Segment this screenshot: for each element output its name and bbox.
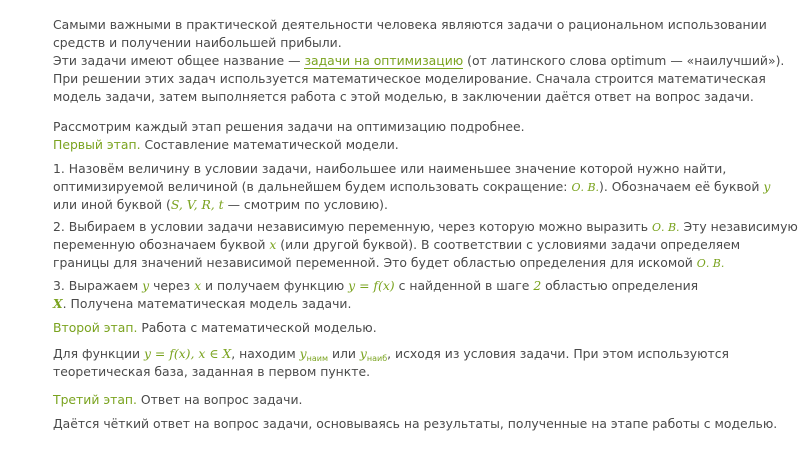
math-vars-list: S, V, R, t [170,197,224,212]
step2-line [53,254,768,272]
math-var-x: x [269,237,277,252]
stage2-line [53,319,768,337]
stage2-body-text: Для функции [53,346,144,361]
step2-text: Эту независимую [679,219,798,234]
math-function: y = f(x) [348,278,395,293]
consider-text: Рассмотрим каждый этап решения задачи на оптимизацию подробнее. [53,119,525,134]
stage3-line [53,391,768,409]
intro-line: При решении этих задач используется математическое моделирование. Сначала строится математическая [53,71,766,86]
stage2-body-line: теоретическая база, заданная в первом пункте. [53,364,371,379]
math-var-y: y [763,179,771,194]
stage2-paragraph [53,345,768,381]
step3-text: 3. Выражаем [53,278,143,293]
step3-text: с найденной в шаге [394,278,534,293]
step2-text: переменную обозначаем буквой [53,237,270,252]
stage1-heading [53,136,768,154]
math-set-x: X [53,296,63,311]
step1-text: — смотрим по условию). [223,197,388,212]
stage3-label: Третий этап. [53,392,137,407]
intro-text: (от латинского слова optimum — «наилучший»). [463,53,785,68]
intro-line: модель задачи, затем выполняется работа с этой моделью, в заключении даётся ответ на вопрос задачи. [53,89,754,104]
consider-paragraph [53,118,768,154]
final-paragraph [53,415,778,433]
stage1-label: Первый этап. [53,137,141,152]
step3-text: областью определения [541,278,699,293]
stage3-heading [53,391,768,409]
step2-line [53,218,798,236]
math-var-x: x [194,278,202,293]
math-var-y: y [142,278,150,293]
stage2-body-text: , находим [231,346,300,361]
stage2-text: Работа с математической моделью. [137,320,377,335]
step1-text: оптимизируемой величиной (в дальнейшем будем использовать сокращение: [53,179,572,194]
step1-line [53,178,771,196]
step3-line [53,295,768,313]
stage1-text: Составление математической модели. [140,137,399,152]
math-function-domain: y = f(x), x ∈ X [143,346,232,361]
optimization-term-link[interactable]: задачи на оптимизацию [304,53,464,68]
step2-paragraph [53,218,798,272]
step3-text: через [149,278,195,293]
math-number: 2 [533,278,542,293]
step1-line [53,196,768,214]
step2-text: (или другой буквой). В соответствии с условиями задачи определяем [276,237,741,252]
math-var-y: y [359,346,367,361]
intro-line: средств и получении наибольшей прибыли. [53,35,342,50]
step2-line [53,236,768,254]
step3-paragraph [53,277,768,313]
intro-line [53,52,785,70]
step2-text: 2. Выбираем в условии задачи независимую переменную, через которую можно выразить [53,219,652,234]
stage2-heading [53,319,768,337]
subscript-min: наим [306,354,328,363]
step1-text: ). Обозначаем её буквой [599,179,764,194]
stage3-text: Ответ на вопрос задачи. [136,392,303,407]
intro-line: Самыми важными в практической деятельности человека являются задачи о рациональном использовании [53,17,767,32]
math-y-max [360,346,387,361]
step3-text: и получаем функцию [201,278,349,293]
abbr-ov: О. В. [571,181,600,194]
step1-text: или иной буквой ( [53,197,171,212]
abbr-ov: О. В. [651,221,680,234]
abbr-ov: О. В. [696,257,725,270]
step1-line: 1. Назовём величину в условии задачи, наибольшее или наименьшее значение которой нужно найти, [53,161,727,176]
stage2-body-text: , исходя из условия задачи. При этом используются [387,346,730,361]
stage2-label: Второй этап. [53,320,138,335]
math-y-min [300,346,328,361]
final-text: Даётся чёткий ответ на вопрос задачи, основываясь на результаты, полученные на этапе работы с моделью. [53,416,778,431]
math-var-y: y [299,346,307,361]
intro-paragraph [53,16,785,106]
step2-text: границы для значений независимой переменной. Это будет областью определения для искомой [53,255,697,270]
stage2-body-line [53,345,768,363]
intro-text: Эти задачи имеют общее название — [53,53,305,68]
step3-text: . Получена математическая модель задачи. [62,296,352,311]
subscript-max: наиб [366,354,388,363]
step1-paragraph [53,160,771,214]
stage2-body-text: или [328,346,360,361]
step3-line [53,277,768,295]
